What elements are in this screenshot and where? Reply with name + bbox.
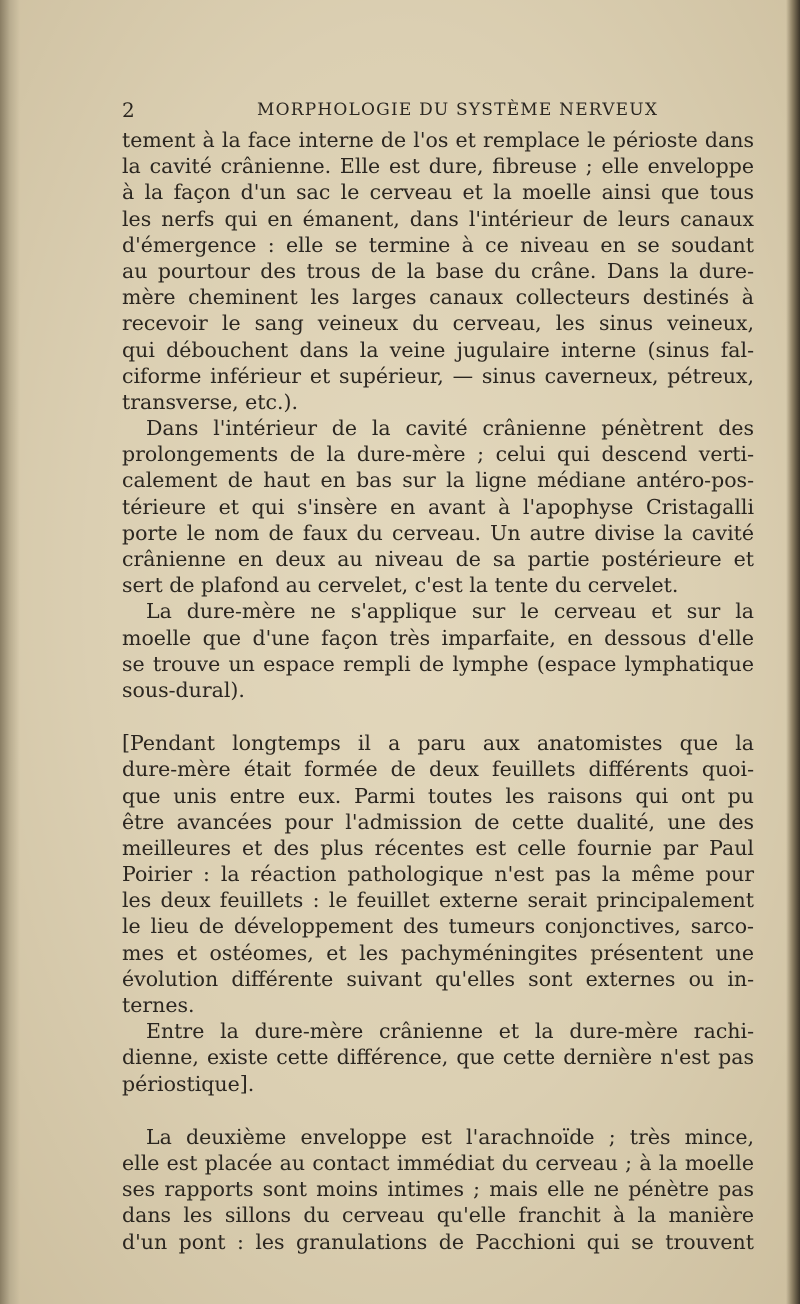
text-line: meilleures et des plus récentes est celle fournie par Paul (122, 835, 754, 860)
text-line: le lieu de développement des tumeurs conjonctives, sarco- (122, 914, 754, 939)
paragraph-espace-sous-dural (122, 598, 754, 703)
paragraph-gap (122, 1097, 754, 1124)
text-line: elle est placée au contact immédiat du cerveau ; à la moelle (122, 1150, 754, 1175)
text-line: les deux feuillets : le feuillet externe serait principalement (122, 888, 754, 913)
text-line: calement de haut en bas sur la ligne médiane antéro-pos- (122, 468, 754, 493)
text-line: mère cheminent les larges canaux collecteurs destinés à (122, 285, 754, 310)
text-line: ses rapports sont moins intimes ; mais elle ne pénètre pas (122, 1177, 754, 1202)
text-line: ciforme inférieur et supérieur, — sinus caverneux, pétreux, (122, 363, 754, 388)
text-line: d'émergence : elle se termine à ce niveau en se soudant (122, 232, 754, 257)
paragraph-feuillets (122, 730, 754, 1018)
text-line: se trouve un espace rempli de lymphe (espace lymphatique (122, 651, 754, 676)
text-line: térieure et qui s'insère en avant à l'apophyse Cristagalli (122, 494, 754, 519)
text-line: Entre la dure-mère crânienne et la dure-mère rachi- (146, 1019, 754, 1044)
page-left-edge (0, 0, 20, 1304)
paragraph-dure-mere (122, 127, 754, 415)
text-line: la cavité crânienne. Elle est dure, fibreuse ; elle enveloppe (122, 154, 754, 179)
text-line: crânienne en deux au niveau de sa partie postérieure et (122, 547, 754, 571)
text-line: à la façon d'un sac le cerveau et la moelle ainsi que tous (122, 180, 754, 205)
text-line: que unis entre eux. Parmi toutes les raisons qui ont pu (122, 783, 754, 808)
text-line: les nerfs qui en émanent, dans l'intérieur de leurs canaux (122, 206, 754, 231)
paragraph-prolongements (122, 415, 754, 598)
text-line: mes et ostéomes, et les pachyméningites présentent une (122, 940, 754, 965)
text-line: La deuxième enveloppe est l'arachnoïde ; très mince, (146, 1124, 754, 1149)
text-line: Poirier : la réaction pathologique n'est pas la même pour (122, 862, 754, 887)
running-title: MORPHOLOGIE DU SYSTÈME NERVEUX (257, 100, 659, 120)
page-number: 2 (122, 98, 136, 122)
text-line: transverse, etc.). (122, 389, 299, 414)
text-line: périostique]. (122, 1071, 255, 1096)
running-head (122, 92, 772, 122)
text-line: au pourtour des trous de la base du crâne. Dans la dure- (122, 258, 754, 283)
page-right-edge (786, 0, 800, 1304)
paragraph-arachnoide (122, 1124, 754, 1255)
text-line: qui débouchent dans la veine jugulaire interne (sinus fal- (122, 337, 754, 362)
text-line: moelle que d'une façon très imparfaite, en dessous d'elle (122, 625, 754, 650)
text-line: tement à la face interne de l'os et remplace le périoste dans (122, 128, 754, 152)
text-line: être avancées pour l'admission de cette dualité, une des (122, 809, 754, 834)
body-text (122, 127, 754, 1255)
paragraph-gap (122, 703, 754, 730)
text-line: sert de plafond au cervelet, c'est la tente du cervelet. (122, 573, 679, 598)
text-line: [Pendant longtemps il a paru aux anatomistes que la (122, 731, 754, 756)
text-line: ternes. (122, 993, 195, 1017)
text-line: évolution différente suivant qu'elles sont externes ou in- (122, 966, 754, 991)
text-line: prolongements de la dure-mère ; celui qui descend verti- (122, 442, 754, 467)
book-page (122, 92, 772, 1255)
text-line: recevoir le sang veineux du cerveau, les sinus veineux, (122, 311, 754, 336)
text-line: d'un pont : les granulations de Pacchioni qui se trouvent (122, 1229, 754, 1254)
text-line: La dure-mère ne s'applique sur le cerveau et sur la (146, 599, 754, 624)
text-line: Dans l'intérieur de la cavité crânienne pénètrent des (146, 416, 754, 441)
text-line: porte le nom de faux du cerveau. Un autre divise la cavité (122, 520, 754, 545)
text-line: dure-mère était formée de deux feuillets différents quoi- (122, 757, 754, 782)
text-line: sous-dural). (122, 677, 245, 702)
text-line: dienne, existe cette différence, que cette dernière n'est pas (122, 1045, 754, 1070)
paragraph-rachidienne (122, 1018, 754, 1097)
text-line: dans les sillons du cerveau qu'elle franchit à la manière (122, 1203, 754, 1228)
